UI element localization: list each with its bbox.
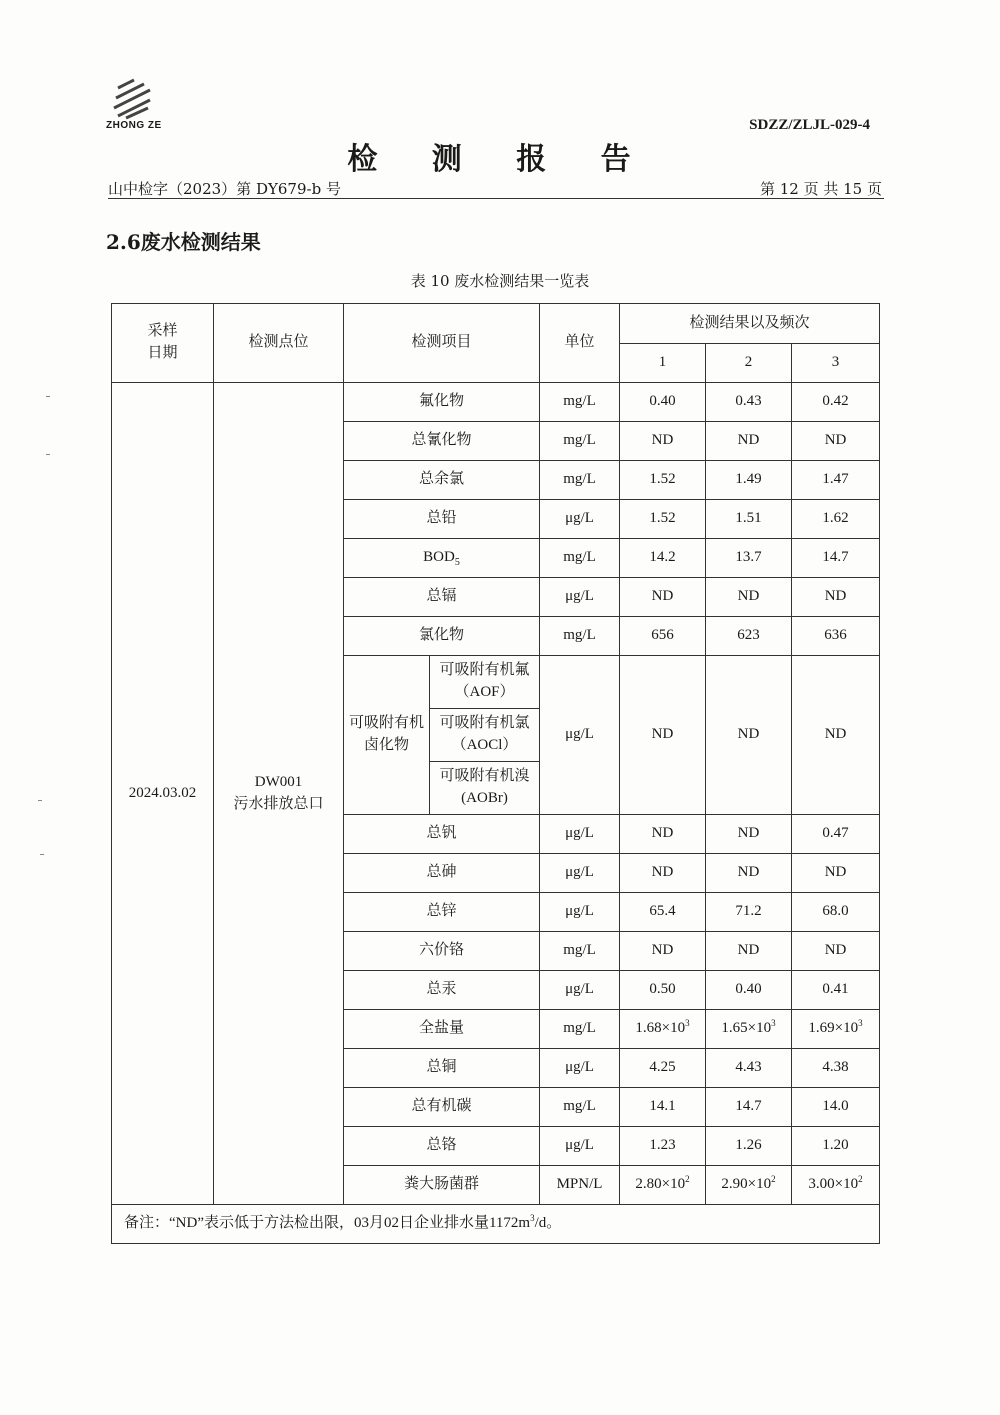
result-value-text: 14.7 bbox=[735, 1098, 762, 1115]
result-value-text: 623 bbox=[737, 627, 760, 644]
result-value bbox=[792, 971, 880, 1010]
result-value-text: ND bbox=[651, 942, 674, 959]
header-freq-1: 1 bbox=[620, 344, 706, 383]
test-item-text: 总有机碳 bbox=[411, 1098, 472, 1115]
header-date: 采样 日期 bbox=[112, 304, 214, 383]
result-value bbox=[620, 617, 706, 656]
test-item bbox=[344, 971, 540, 1010]
result-value bbox=[792, 500, 880, 539]
note-exponent: 3 bbox=[530, 1213, 535, 1224]
test-item bbox=[344, 1010, 540, 1049]
result-value-text: 14.2 bbox=[649, 549, 676, 566]
logo-text: ZHONG ZE bbox=[106, 120, 162, 131]
aox-group-label: 可吸附有机卤化物 bbox=[344, 656, 430, 815]
result-value-text: ND bbox=[651, 588, 674, 605]
result-value-text: ND bbox=[824, 942, 847, 959]
result-value-text: 1.49 bbox=[735, 471, 762, 488]
result-value bbox=[706, 932, 792, 971]
result-value: ND bbox=[706, 656, 792, 815]
result-value bbox=[706, 1049, 792, 1088]
table-note-row bbox=[112, 1205, 880, 1244]
result-value-text: 1.68×10 bbox=[635, 1020, 686, 1037]
report-number: 山中检字（2023）第 DY679-b 号 bbox=[108, 180, 341, 198]
test-item bbox=[344, 1127, 540, 1166]
unit: mg/L bbox=[540, 1088, 620, 1127]
exponent: 3 bbox=[685, 1018, 690, 1029]
unit: μg/L bbox=[540, 1049, 620, 1088]
result-value bbox=[792, 1010, 880, 1049]
result-value-text: 1.26 bbox=[735, 1137, 762, 1154]
result-value bbox=[706, 1127, 792, 1166]
result-value bbox=[706, 461, 792, 500]
document-code: SDZZ/ZLJL-029-4 bbox=[749, 117, 870, 133]
result-value bbox=[620, 1010, 706, 1049]
result-value-text: 1.62 bbox=[822, 510, 849, 527]
result-value bbox=[792, 1088, 880, 1127]
result-value-text: 1.52 bbox=[649, 510, 676, 527]
result-value bbox=[620, 539, 706, 578]
test-item bbox=[344, 1088, 540, 1127]
result-value-text: 4.38 bbox=[822, 1059, 849, 1076]
test-item-text: 总铜 bbox=[426, 1059, 457, 1076]
result-value-text: 0.40 bbox=[735, 981, 762, 998]
test-item bbox=[344, 422, 540, 461]
unit: MPN/L bbox=[540, 1166, 620, 1205]
result-value-text: ND bbox=[651, 432, 674, 449]
result-value-text: 68.0 bbox=[822, 903, 849, 920]
result-value-text: ND bbox=[737, 825, 760, 842]
header-freq-3: 3 bbox=[792, 344, 880, 383]
result-value-text: 656 bbox=[651, 627, 674, 644]
test-item bbox=[344, 1166, 540, 1205]
unit: μg/L bbox=[540, 854, 620, 893]
result-value bbox=[706, 1088, 792, 1127]
exponent: 3 bbox=[771, 1018, 776, 1029]
subscript: 5 bbox=[454, 557, 460, 569]
result-value-text: 14.7 bbox=[822, 549, 849, 566]
result-value bbox=[706, 617, 792, 656]
result-value-text: 0.43 bbox=[735, 393, 762, 410]
result-value-text: 636 bbox=[824, 627, 847, 644]
unit: μg/L bbox=[540, 578, 620, 617]
result-value-text: ND bbox=[737, 864, 760, 881]
result-value-text: 3.00×10 bbox=[808, 1176, 859, 1193]
unit: mg/L bbox=[540, 1010, 620, 1049]
result-value bbox=[620, 422, 706, 461]
exponent: 2 bbox=[858, 1174, 863, 1185]
sampling-point bbox=[214, 383, 344, 1205]
test-item-text: 总钒 bbox=[426, 825, 457, 842]
result-value bbox=[792, 578, 880, 617]
result-value-text: 1.65×10 bbox=[721, 1020, 772, 1037]
result-value bbox=[706, 539, 792, 578]
result-value bbox=[706, 854, 792, 893]
result-value-text: 0.50 bbox=[649, 981, 676, 998]
result-value bbox=[706, 815, 792, 854]
scan-mark bbox=[38, 800, 42, 801]
result-value-text: ND bbox=[651, 864, 674, 881]
result-value bbox=[792, 815, 880, 854]
result-value-text: 1.51 bbox=[735, 510, 762, 527]
aox-subitem: 可吸附有机氟（AOF） bbox=[430, 656, 540, 709]
result-value bbox=[706, 422, 792, 461]
result-value-text: ND bbox=[824, 864, 847, 881]
test-item bbox=[344, 539, 540, 578]
table-row bbox=[112, 383, 880, 422]
point-name: 污水排放总口 bbox=[233, 795, 324, 812]
aox-subitem: 可吸附有机溴(AOBr) bbox=[430, 762, 540, 815]
scan-mark bbox=[46, 396, 50, 397]
result-value-text: 4.43 bbox=[735, 1059, 762, 1076]
scan-mark bbox=[46, 454, 50, 455]
result-value bbox=[706, 893, 792, 932]
result-value bbox=[620, 578, 706, 617]
result-value-text: ND bbox=[737, 588, 760, 605]
result-value bbox=[792, 617, 880, 656]
test-item-text: 六价铬 bbox=[419, 942, 465, 959]
table-note bbox=[112, 1205, 880, 1244]
result-value-text: ND bbox=[824, 588, 847, 605]
result-value bbox=[620, 1088, 706, 1127]
test-item-text: 总镉 bbox=[426, 588, 457, 605]
test-item bbox=[344, 500, 540, 539]
result-value-text: 1.69×10 bbox=[808, 1020, 859, 1037]
unit: mg/L bbox=[540, 461, 620, 500]
header-item: 检测项目 bbox=[344, 304, 540, 383]
result-value bbox=[706, 1010, 792, 1049]
header-results: 检测结果以及频次 bbox=[620, 304, 880, 344]
result-value bbox=[792, 461, 880, 500]
result-value-text: 2.80×10 bbox=[635, 1176, 686, 1193]
result-value bbox=[620, 461, 706, 500]
result-value bbox=[620, 854, 706, 893]
result-value bbox=[620, 893, 706, 932]
result-value-text: 4.25 bbox=[649, 1059, 676, 1076]
unit: μg/L bbox=[540, 893, 620, 932]
unit: mg/L bbox=[540, 383, 620, 422]
result-value bbox=[792, 854, 880, 893]
result-value-text: 0.42 bbox=[822, 393, 849, 410]
test-item-text: 总汞 bbox=[426, 981, 457, 998]
result-value bbox=[792, 1166, 880, 1205]
result-value bbox=[792, 422, 880, 461]
test-item-text: 总氰化物 bbox=[411, 432, 472, 449]
result-value bbox=[792, 893, 880, 932]
header-unit: 单位 bbox=[540, 304, 620, 383]
result-value bbox=[792, 1049, 880, 1088]
result-value bbox=[792, 539, 880, 578]
test-item bbox=[344, 932, 540, 971]
result-value bbox=[620, 971, 706, 1010]
result-value-text: 1.23 bbox=[649, 1137, 676, 1154]
test-item bbox=[344, 578, 540, 617]
result-value-text: 13.7 bbox=[735, 549, 762, 566]
result-value bbox=[706, 578, 792, 617]
test-item bbox=[344, 383, 540, 422]
test-item-text: 总余氯 bbox=[419, 471, 465, 488]
result-value bbox=[620, 383, 706, 422]
unit: μg/L bbox=[540, 815, 620, 854]
unit: μg/L bbox=[540, 1127, 620, 1166]
scan-mark bbox=[40, 854, 44, 855]
exponent: 3 bbox=[858, 1018, 863, 1029]
unit: μg/L bbox=[540, 656, 620, 815]
result-value bbox=[792, 1127, 880, 1166]
test-item-text: 总铬 bbox=[426, 1137, 457, 1154]
test-item bbox=[344, 617, 540, 656]
test-item bbox=[344, 815, 540, 854]
result-value-text: ND bbox=[737, 942, 760, 959]
test-item-text: BOD bbox=[423, 549, 455, 566]
result-value-text: ND bbox=[651, 825, 674, 842]
wastewater-results-table bbox=[111, 303, 880, 1244]
report-title: 检 测 报 告 bbox=[347, 142, 653, 177]
unit: mg/L bbox=[540, 422, 620, 461]
result-value-text: 14.1 bbox=[649, 1098, 676, 1115]
test-item-text: 全盐量 bbox=[419, 1020, 465, 1037]
unit: mg/L bbox=[540, 617, 620, 656]
test-item-text: 总铅 bbox=[426, 510, 457, 527]
result-value bbox=[792, 383, 880, 422]
note-text-end: /d。 bbox=[534, 1215, 562, 1232]
test-item bbox=[344, 854, 540, 893]
unit: mg/L bbox=[540, 932, 620, 971]
result-value-text: 2.90×10 bbox=[721, 1176, 772, 1193]
result-value-text: 71.2 bbox=[735, 903, 762, 920]
result-value-text: ND bbox=[824, 432, 847, 449]
result-value bbox=[706, 1166, 792, 1205]
sample-date: 2024.03.02 bbox=[112, 383, 214, 1205]
test-item-text: 总砷 bbox=[426, 864, 457, 881]
exponent: 2 bbox=[685, 1174, 690, 1185]
result-value: ND bbox=[792, 656, 880, 815]
result-value bbox=[706, 971, 792, 1010]
result-value: ND bbox=[620, 656, 706, 815]
result-value-text: 65.4 bbox=[649, 903, 676, 920]
test-item-text: 氟化物 bbox=[419, 393, 465, 410]
test-item bbox=[344, 461, 540, 500]
result-value bbox=[620, 1127, 706, 1166]
header-point: 检测点位 bbox=[214, 304, 344, 383]
header-divider bbox=[108, 198, 884, 199]
result-value-text: 1.47 bbox=[822, 471, 849, 488]
page-info: 第 12 页 共 15 页 bbox=[759, 180, 882, 198]
test-item-text: 总锌 bbox=[426, 903, 457, 920]
result-value bbox=[706, 500, 792, 539]
result-value-text: 1.52 bbox=[649, 471, 676, 488]
section-heading: 2.6废水检测结果 bbox=[106, 230, 261, 254]
unit: μg/L bbox=[540, 500, 620, 539]
test-item-text: 粪大肠菌群 bbox=[404, 1176, 480, 1193]
result-value bbox=[620, 932, 706, 971]
table-caption: 表 10 废水检测结果一览表 bbox=[410, 272, 590, 290]
point-code: DW001 bbox=[254, 773, 303, 790]
note-text: 备注：“ND”表示低于方法检出限，03月02日企业排水量1172m bbox=[124, 1215, 531, 1232]
result-value-text: 14.0 bbox=[822, 1098, 849, 1115]
result-value bbox=[706, 383, 792, 422]
result-value bbox=[620, 1166, 706, 1205]
result-value-text: 0.41 bbox=[822, 981, 849, 998]
result-value-text: 0.47 bbox=[822, 825, 849, 842]
result-value bbox=[792, 932, 880, 971]
result-value bbox=[620, 815, 706, 854]
exponent: 2 bbox=[771, 1174, 776, 1185]
test-item bbox=[344, 1049, 540, 1088]
unit: mg/L bbox=[540, 539, 620, 578]
unit: μg/L bbox=[540, 971, 620, 1010]
test-item-text: 氯化物 bbox=[419, 627, 465, 644]
result-value-text: 1.20 bbox=[822, 1137, 849, 1154]
test-item bbox=[344, 893, 540, 932]
result-value bbox=[620, 1049, 706, 1088]
result-value bbox=[620, 500, 706, 539]
result-value-text: 0.40 bbox=[649, 393, 676, 410]
header-freq-2: 2 bbox=[706, 344, 792, 383]
aox-subitem: 可吸附有机氯（AOCl） bbox=[430, 709, 540, 762]
result-value-text: ND bbox=[737, 432, 760, 449]
